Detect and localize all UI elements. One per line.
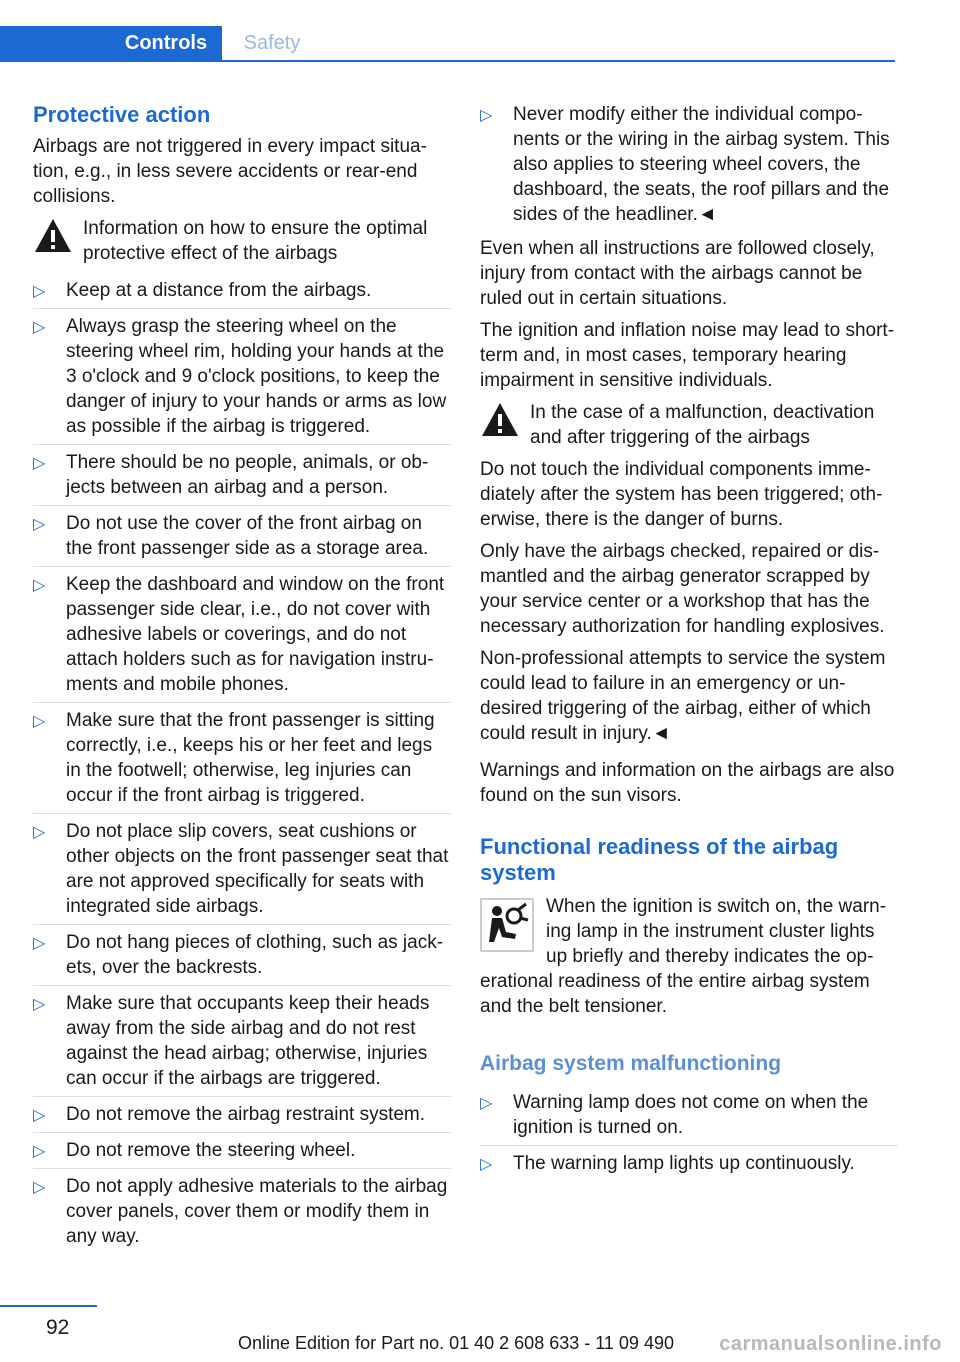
list-item <box>480 1145 898 1181</box>
list-item <box>33 1132 451 1168</box>
tab-safety[interactable]: Safety <box>243 32 301 54</box>
list-item <box>33 813 451 924</box>
paragraph: Even when all instructions are followed closely, injury from contact with the airbags cannot be ruled out in certain situations. <box>480 238 875 309</box>
list-item <box>33 505 451 566</box>
tab-accent-bar <box>0 26 110 60</box>
list-item <box>33 924 451 985</box>
warning-note <box>33 216 451 266</box>
readiness-block <box>480 894 898 1019</box>
triangle-bullet-icon: ▷ <box>33 1107 46 1124</box>
airbag-warning-lamp-icon <box>480 898 534 952</box>
functional-readiness-heading: Functional readiness of the airbag system <box>480 834 839 885</box>
list-item-text: There should be no people, animals, or objects between an airbag and a person. <box>66 452 429 498</box>
right-column <box>480 102 898 1181</box>
list-item-text: Always grasp the steering wheel on the steering wheel rim, holding your hands at the 3 o'clock and 9 o'clock positions, to keep the danger of injury to your hands or arms as low as possible if the airbag is triggered. <box>66 316 447 437</box>
list-item-text: The warning lamp lights up continuously. <box>513 1153 855 1174</box>
paragraph: Do not touch the individual components immediately after the system has been triggered; otherwise, there is the danger of burns. <box>480 459 883 530</box>
triangle-bullet-icon: ▷ <box>33 283 46 300</box>
list-item-text: Keep the dashboard and window on the front passenger side clear, i.e., do not cover with adhesive labels or coverings, and do not attach holders such as for navigation instruments and mobile phones. <box>66 574 445 695</box>
list-item-text: Do not hang pieces of clothing, such as jackets, over the backrests. <box>66 932 444 978</box>
watermark: carmanualsonline.info <box>719 1333 942 1355</box>
section-tabs <box>0 26 895 62</box>
list-item-text: Make sure that the front passenger is sitting correctly, i.e., keeps his or her feet and legs in the footwell; otherwise, leg injuries can occur if the front airbag is triggered. <box>66 710 435 806</box>
warning-triangle-icon <box>480 400 520 440</box>
edition-text: Online Edition for Part no. 01 40 2 608 633 - 11 09 490 <box>238 1333 674 1353</box>
malfunction-heading: Airbag system malfunctioning <box>480 1052 782 1075</box>
warning-text: Information on how to ensure the optimal protective effect of the airbags <box>83 218 428 264</box>
triangle-bullet-icon: ▷ <box>33 577 46 594</box>
triangle-bullet-icon: ▷ <box>33 319 46 336</box>
list-item-text: Warning lamp does not come on when the ignition is turned on. <box>513 1092 869 1138</box>
triangle-bullet-icon: ▷ <box>33 713 46 730</box>
readiness-text: When the ignition is switch on, the warning lamp in the instrument cluster lights up briefly and thereby indicates the operational readiness of the entire airbag system and the belt tensioner. <box>480 896 887 1017</box>
left-column <box>33 102 451 1254</box>
list-item-text: Do not remove the steering wheel. <box>66 1140 356 1161</box>
triangle-bullet-icon: ▷ <box>33 824 46 841</box>
paragraph: The ignition and inflation noise may lead to short-term and, in most cases, temporary hearing impairment in sensitive individuals. <box>480 320 895 391</box>
list-item-text: Make sure that occupants keep their heads away from the side airbag and do not rest against the head airbag; otherwise, injuries can occur if the airbags are triggered. <box>66 993 430 1089</box>
list-item <box>480 1085 898 1145</box>
malfunction-bullets <box>480 1085 898 1181</box>
header-rule <box>0 60 895 62</box>
list-item <box>480 102 898 232</box>
list-item-text: Keep at a distance from the airbags. <box>66 280 372 301</box>
triangle-bullet-icon: ▷ <box>33 996 46 1013</box>
triangle-bullet-icon: ▷ <box>480 1156 493 1173</box>
triangle-bullet-icon: ▷ <box>480 1095 493 1112</box>
list-item-text: Do not use the cover of the front airbag on the front passenger side as a storage area. <box>66 513 429 559</box>
page-number: 92 <box>46 1316 70 1339</box>
triangle-bullet-icon: ▷ <box>33 516 46 533</box>
list-item <box>33 273 451 308</box>
footer-rule <box>0 1305 97 1307</box>
warning-text: In the case of a malfunction, deactivation and after triggering of the airbags <box>530 402 875 448</box>
list-item <box>33 1168 451 1254</box>
list-item-text: Do not place slip covers, seat cushions or other objects on the front passenger seat that are not approved specifically for seats with integrated side airbags. <box>66 821 449 917</box>
intro-paragraph: Airbags are not triggered in every impact situation, e.g., in less severe accidents or rear-end collisions. <box>33 136 427 207</box>
protective-action-heading: Protective action <box>33 102 211 127</box>
triangle-bullet-icon: ▷ <box>33 455 46 472</box>
list-item <box>33 444 451 505</box>
triangle-bullet-icon: ▷ <box>33 1143 46 1160</box>
list-item <box>33 308 451 444</box>
list-item <box>33 1096 451 1132</box>
list-item-text: Do not apply adhesive materials to the airbag cover panels, cover them or modify them in any way. <box>66 1176 448 1247</box>
tab-controls[interactable]: Controls <box>110 26 222 60</box>
triangle-bullet-icon: ▷ <box>33 935 46 952</box>
triangle-bullet-icon: ▷ <box>33 1179 46 1196</box>
paragraph: Only have the airbags checked, repaired or dismantled and the airbag generator scrapped by your service center or a workshop that has the necessary authorization for handling explosives. <box>480 541 885 637</box>
list-item-text: Do not remove the airbag restraint system. <box>66 1104 426 1125</box>
list-item <box>33 566 451 702</box>
list-item <box>33 702 451 813</box>
list-item-text: Never modify either the individual components or the wiring in the airbag system. This also applies to steering wheel covers, the dashboard, the seats, the roof pillars and the sides of the headliner.◄ <box>513 104 890 225</box>
triangle-bullet-icon: ▷ <box>480 107 493 124</box>
paragraph: Non-professional attempts to service the system could lead to failure in an emergency or undesired triggering of the airbag, either of which could result in injury.◄ <box>480 648 886 744</box>
list-item <box>33 985 451 1096</box>
warning-note <box>480 400 898 450</box>
warning-triangle-icon <box>33 216 73 256</box>
protective-bullets <box>33 273 451 1254</box>
paragraph: Warnings and information on the airbags are also found on the sun visors. <box>480 760 895 806</box>
continued-bullets <box>480 102 898 232</box>
